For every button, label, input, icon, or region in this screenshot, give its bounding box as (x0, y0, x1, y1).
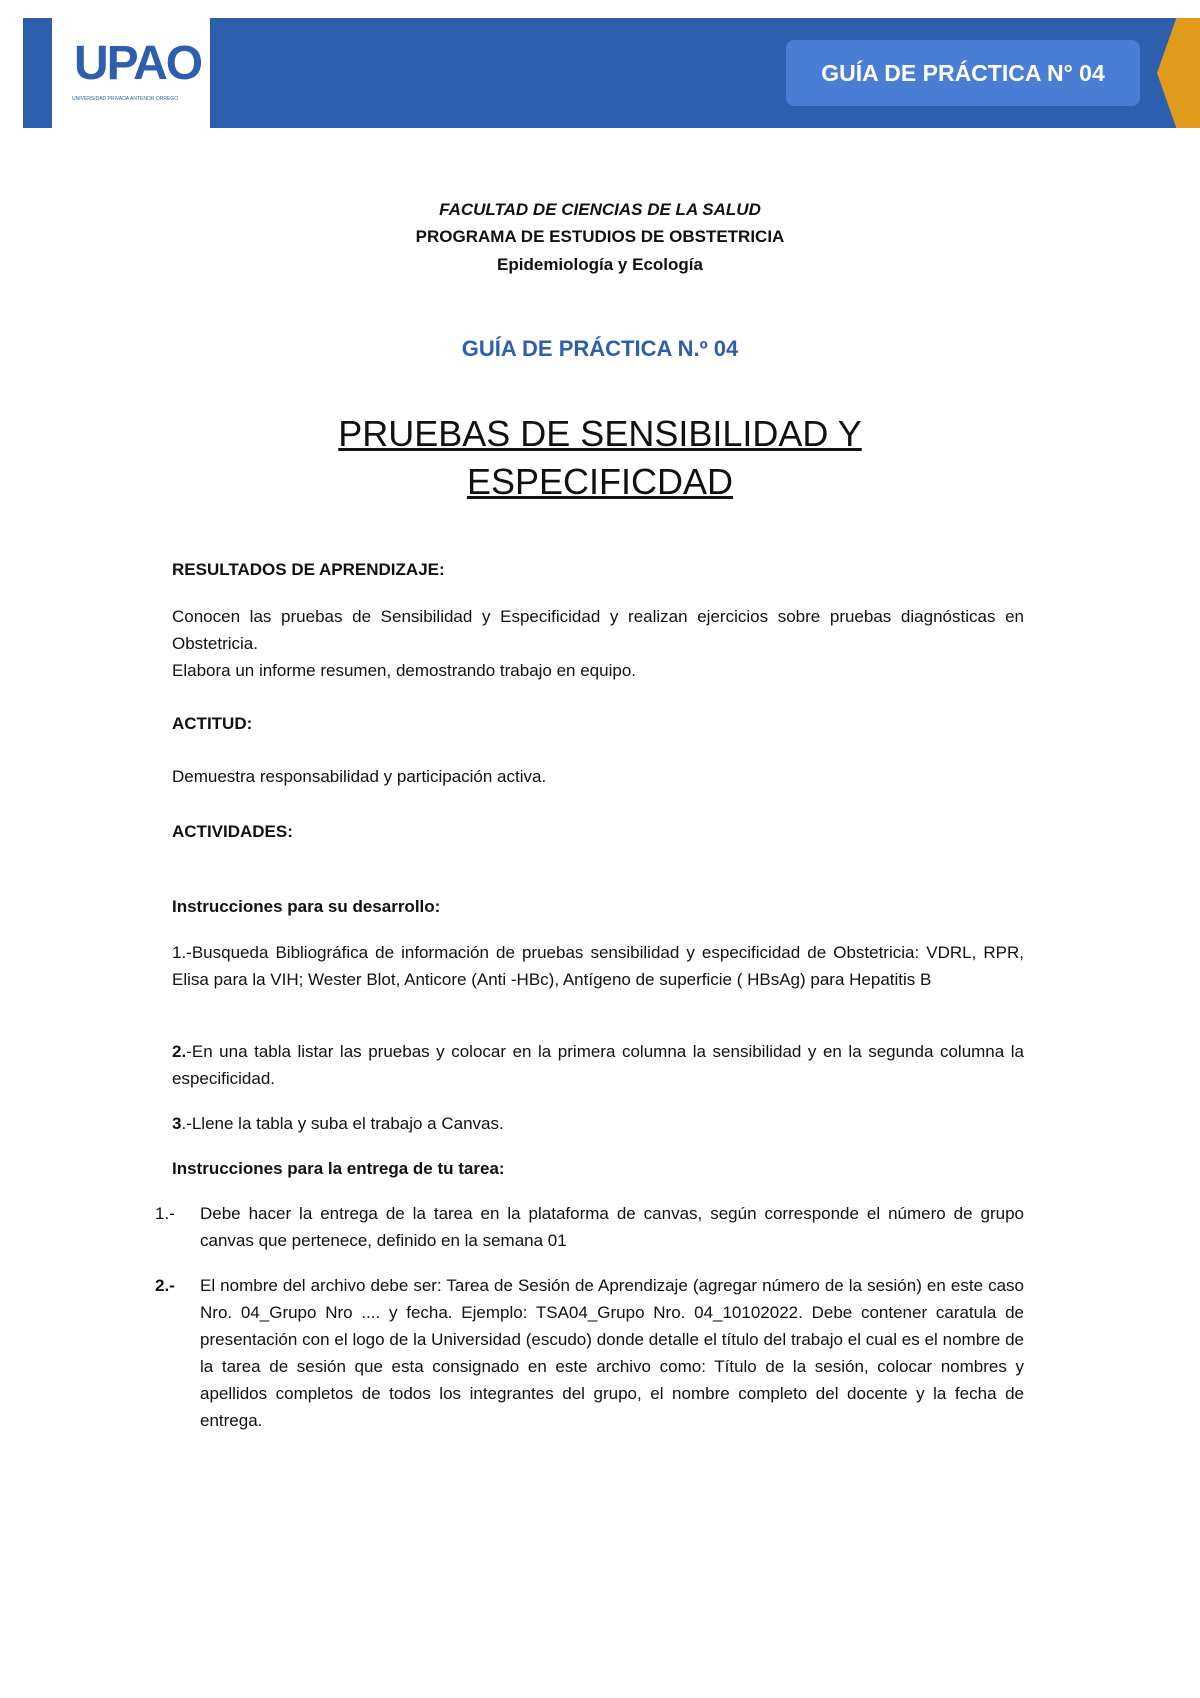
delivery-item-2-text: El nombre del archivo debe ser: Tarea de Sesión de Aprendizaje (agregar número de la sesión) en este caso Nro. 04_Grupo Nro .... y fecha. Ejemplo: TSA04_Grupo Nro. 04_10102022. Debe contener caratula de presentación con el logo de la Universidad (escudo) donde detalle el título del trabajo el cual es el nombre de la tarea de sesión que esta consignado en este archivo como: Título de la sesión, colocar nombres y apellidos completos de todos los integrantes del grupo, el nombre completo del docente y la fecha de entrega. (200, 1276, 1024, 1430)
instructions-heading: Instrucciones para su desarrollo: (172, 897, 441, 916)
step-2-number: 2. (172, 1042, 187, 1061)
attitude-text: Demuestra responsabilidad y participación activa. (172, 767, 547, 786)
attitude-heading: ACTITUD: (172, 714, 253, 733)
delivery-heading: Instrucciones para la entrega de tu tarea: (172, 1159, 505, 1178)
step-3 (172, 1110, 1024, 1137)
guide-number: GUÍA DE PRÁCTICA N.º 04 (461, 336, 739, 361)
title-line-1: PRUEBAS DE SENSIBILIDAD Y (338, 413, 862, 454)
step-2-text: -En una tabla listar las pruebas y colocar en la primera columna la sensibilidad y en la segunda columna la especificidad. (172, 1042, 1024, 1088)
results-text: Conocen las pruebas de Sensibilidad y Especificidad y realizan ejercicios sobre pruebas diagnósticas en Obstetricia. (172, 607, 1024, 653)
delivery-item-1-text: Debe hacer la entrega de la tarea en la plataforma de canvas, según corresponde el número de grupo canvas que pertenece, definido en la semana 01 (200, 1204, 1024, 1250)
guide-badge: GUÍA DE PRÁCTICA N° 04 (786, 40, 1140, 106)
document-title (250, 410, 950, 506)
course-name: Epidemiología y Ecología (497, 255, 703, 274)
step-3-text: .-Llene la tabla y suba el trabajo a Canvas. (181, 1114, 504, 1133)
logo-text: UPAO (74, 37, 202, 90)
delivery-item-1-number: 1.- (155, 1204, 175, 1223)
results-heading: RESULTADOS DE APRENDIZAJE: (172, 560, 445, 579)
title-line-2: ESPECIFICDAD (466, 461, 734, 502)
results-text-2: Elabora un informe resumen, demostrando trabajo en equipo. (172, 661, 637, 680)
step-1: 1.-Busqueda Bibliográfica de información de pruebas sensibilidad y especificidad de Obstetricia: VDRL, RPR, Elisa para la VIH; Wester Blot, Anticore (Anti -HBc), Antígeno de superficie ( HBsAg) para Hepatitis B (172, 943, 1024, 989)
delivery-item-2-number: 2.- (155, 1276, 175, 1295)
step-2 (172, 1038, 1024, 1092)
program-name: PROGRAMA DE ESTUDIOS DE OBSTETRICIA (415, 227, 785, 246)
faculty-name: FACULTAD DE CIENCIAS DE LA SALUD (439, 200, 761, 219)
step-3-number: 3 (172, 1114, 182, 1133)
logo-subtitle: UNIVERSIDAD PRIVADA ANTENOR ORREGO (72, 96, 179, 102)
activities-heading: ACTIVIDADES: (172, 822, 293, 841)
